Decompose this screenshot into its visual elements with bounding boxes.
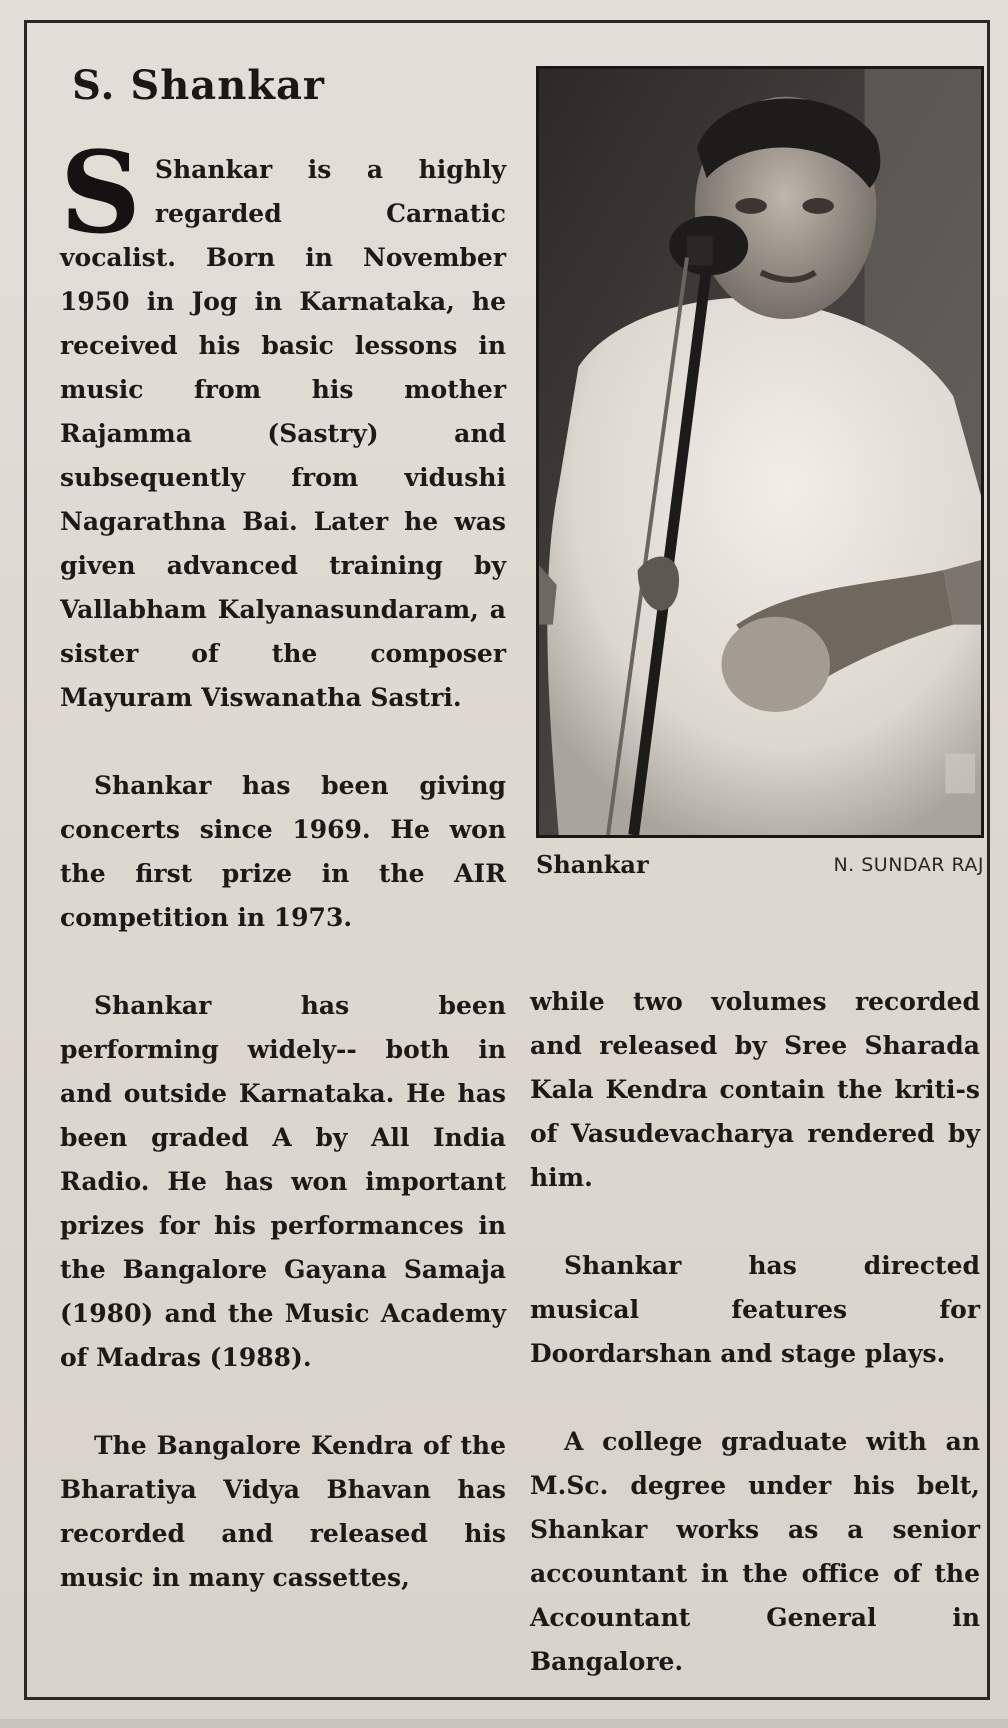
right-column xyxy=(530,980,980,1728)
article-title: S. Shankar xyxy=(72,62,325,109)
article-paragraph-6: Shankar has directed musical features for Doordarshan and stage plays. xyxy=(530,1251,980,1368)
article-paragraph-7: A college graduate with an M.Sc. degree under his belt, Shankar works as a senior accountant in the office of the Accountant General in Bangalore. xyxy=(530,1427,980,1676)
drop-cap: S xyxy=(60,128,141,259)
left-column xyxy=(60,128,506,1644)
article-paragraph-5: while two volumes recorded and released by Sree Sharada Kala Kendra contain the kriti-s of Vasudevacharya rendered by him. xyxy=(530,987,980,1192)
photo-credit: N. SUNDAR RAJ xyxy=(833,854,984,876)
article-paragraph-2: Shankar has been giving concerts since 1969. He won the first prize in the AIR competition in 1973. xyxy=(60,771,506,932)
photo-caption-name: Shankar xyxy=(536,850,649,879)
article-paragraph-4: The Bangalore Kendra of the Bharatiya Vidya Bhavan has recorded and released his music in many cassettes, xyxy=(60,1431,506,1592)
article-paragraph-1: S Shankar is a highly regarded Carnatic vocalist. Born in November 1950 in Jog in Karnataka, he received his basic lessons in music from his mother Rajamma (Sastry) and subsequently from vidushi Nagarathna Bai. Later he was given advanced training by Vallabham Kalyanasundaram, a sister of the composer Mayuram Viswanatha Sastri. xyxy=(60,128,506,712)
article-paragraph-3: Shankar has been performing widely-- both in and outside Karnataka. He has been graded A by All India Radio. He has won important prizes for his performances in the Bangalore Gayana Samaja (1980) and the Music Academy of Madras (1988). xyxy=(60,991,506,1372)
singer-photo xyxy=(536,66,984,838)
photo-caption xyxy=(536,850,984,884)
singer-photo-illustration xyxy=(539,69,981,835)
